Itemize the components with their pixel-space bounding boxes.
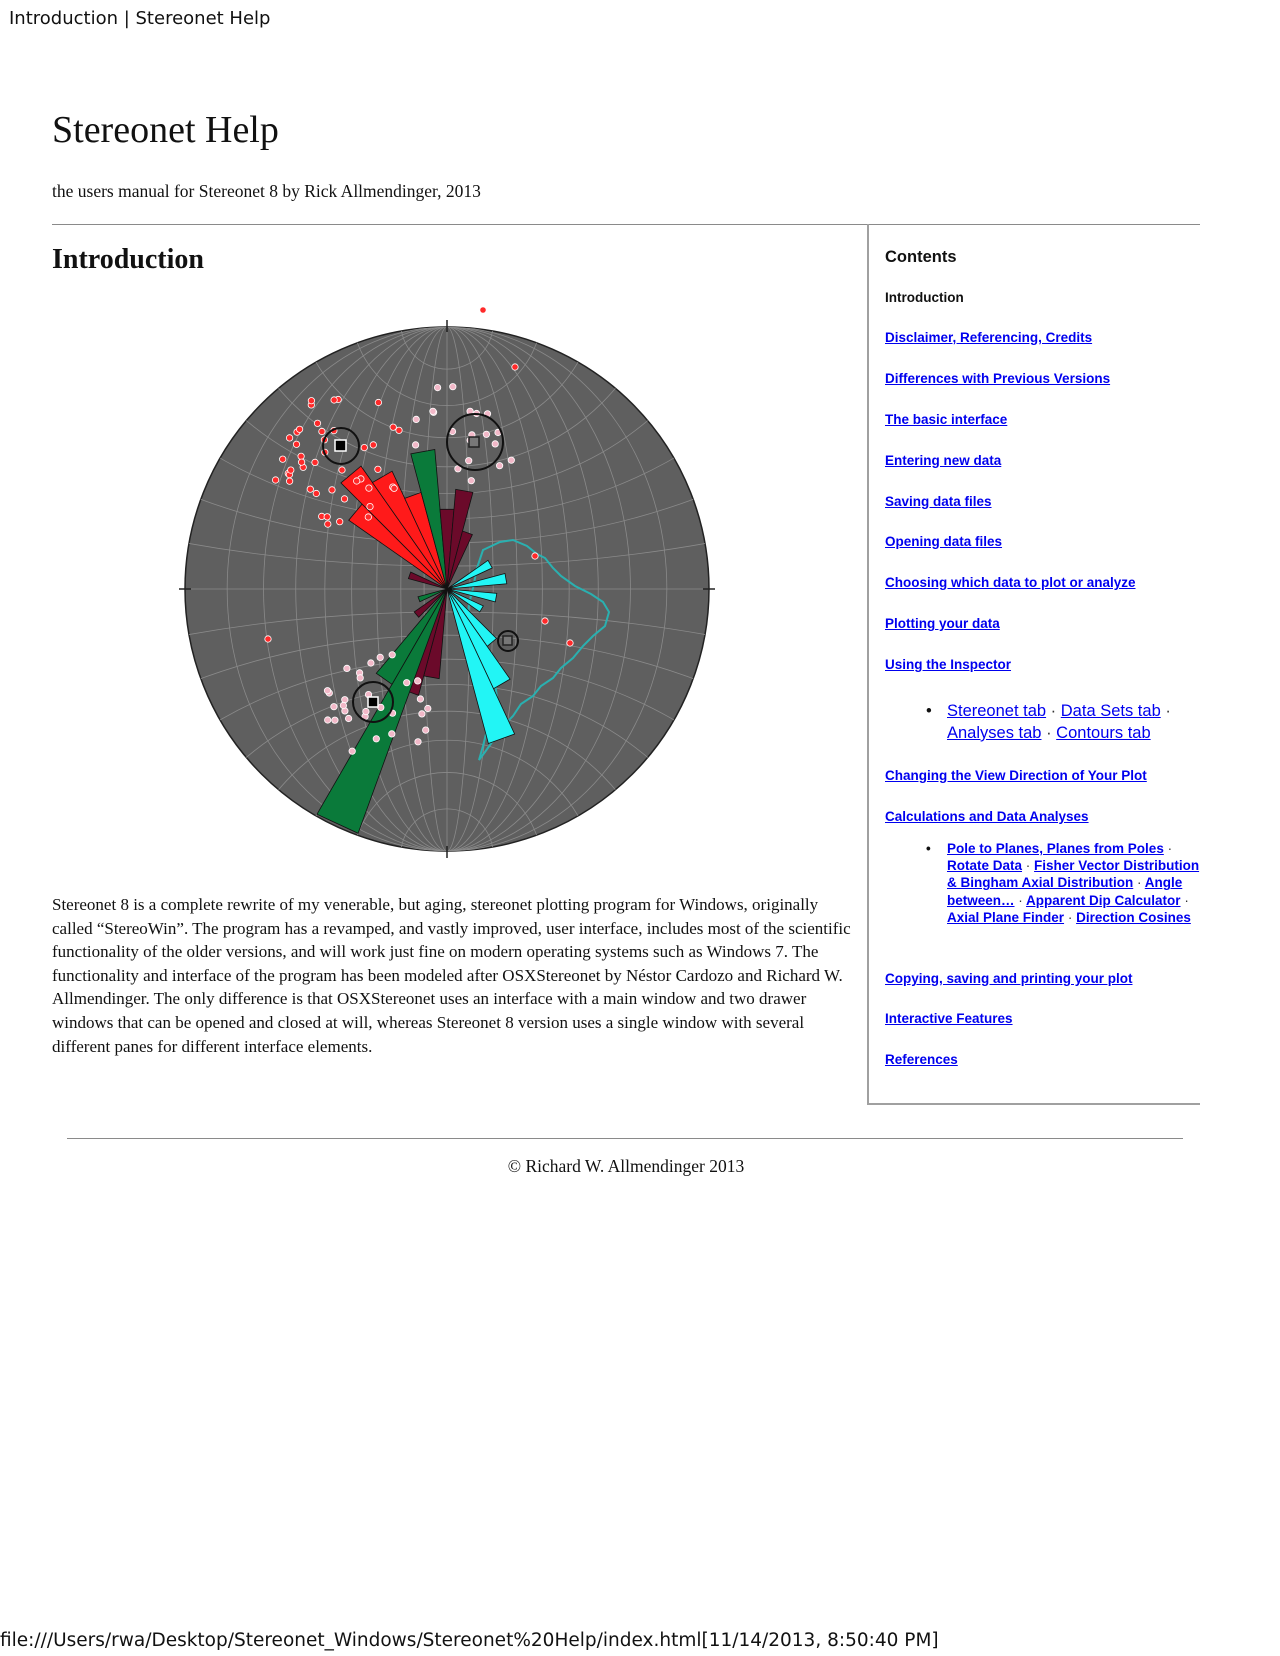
mean-square-pink xyxy=(469,437,479,447)
intro-paragraph: Stereonet 8 is a complete rewrite of my venerable, but aging, stereonet plotting program for Windows, originally called “StereoWin”. The program has a revamped, and vastly improved, user interface, includes most of the scientific functionality of the older versions, and will work just fine on modern operating systems such as Windows 7. The functionality and interface of the program has been modeled after OSXStereonet by Néstor Cardozo and Richard W. Allmendinger. The only difference is that OSXStereonet uses an interface with a main window and two drawer windows that can be opened and closed at will, whereas Stereonet 8 version uses a single window with several different panes for different interface elements. xyxy=(52,895,851,1056)
data-point xyxy=(389,652,395,658)
mean-square-cyan xyxy=(503,636,512,645)
data-point xyxy=(344,665,350,671)
data-point xyxy=(468,478,474,484)
toc-link-references[interactable]: References xyxy=(885,1052,958,1067)
bullet: • xyxy=(926,841,931,856)
data-point xyxy=(354,478,360,484)
toc-link-interactive[interactable]: Interactive Features xyxy=(885,1011,1013,1026)
data-point xyxy=(288,467,294,473)
separator: · xyxy=(1184,892,1189,908)
data-point xyxy=(368,660,374,666)
data-point xyxy=(391,485,397,491)
toc-link-calculations[interactable]: Calculations and Data Analyses xyxy=(885,809,1089,824)
calculations-sublist xyxy=(926,840,1202,926)
data-point xyxy=(363,708,369,714)
data-point xyxy=(415,739,421,745)
link-data-sets-tab[interactable]: Data Sets tab xyxy=(1060,702,1161,720)
link-pole-to-planes[interactable]: Pole to Planes, Planes from Poles xyxy=(947,841,1164,856)
separator: · xyxy=(1167,841,1173,856)
data-point xyxy=(370,442,376,448)
data-point xyxy=(367,503,373,509)
stereonet-figure xyxy=(165,306,729,872)
separator: · xyxy=(1050,702,1057,720)
data-point xyxy=(298,453,304,459)
toc-link-differences[interactable]: Differences with Previous Versions xyxy=(885,371,1111,386)
data-point xyxy=(396,427,402,433)
data-point xyxy=(425,705,431,711)
data-point xyxy=(280,456,286,462)
data-point xyxy=(373,736,379,742)
data-point xyxy=(417,696,423,702)
stereonet-plot xyxy=(165,306,729,872)
data-point xyxy=(375,466,381,472)
data-point xyxy=(377,654,383,660)
data-point xyxy=(450,384,456,390)
data-point xyxy=(313,490,319,496)
data-point xyxy=(325,717,331,723)
data-point xyxy=(325,521,331,527)
data-point xyxy=(308,398,314,404)
data-point xyxy=(423,727,429,733)
contents-sidebar xyxy=(867,224,1200,1105)
data-point xyxy=(532,553,538,559)
data-point xyxy=(567,640,573,646)
data-point xyxy=(339,467,345,473)
data-point xyxy=(419,711,425,717)
separator: · xyxy=(1046,724,1052,742)
data-point xyxy=(324,514,330,520)
data-point xyxy=(412,442,418,448)
data-point xyxy=(390,424,396,430)
separator: · xyxy=(1165,702,1171,720)
data-point xyxy=(483,431,489,437)
toc-link-basic-interface[interactable]: The basic interface xyxy=(885,412,1008,427)
data-point xyxy=(293,441,299,447)
toc-link-inspector[interactable]: Using the Inspector xyxy=(885,657,1012,672)
separator: · xyxy=(1067,909,1073,925)
separator: · xyxy=(1025,858,1031,874)
link-rotate-data[interactable]: Rotate Data xyxy=(947,858,1023,874)
data-point xyxy=(337,519,343,525)
data-point xyxy=(345,715,351,721)
separator: · xyxy=(1018,892,1023,908)
data-point xyxy=(375,399,381,405)
data-point xyxy=(415,678,421,684)
data-point xyxy=(512,364,518,370)
data-point xyxy=(319,428,325,434)
data-point xyxy=(342,697,348,703)
data-point xyxy=(480,307,486,313)
link-stereonet-tab[interactable]: Stereonet tab xyxy=(947,702,1047,720)
list-item xyxy=(926,700,1202,744)
toc-link-disclaimer[interactable]: Disclaimer, Referencing, Credits xyxy=(885,330,1093,345)
data-point xyxy=(265,636,271,642)
contents-title: Contents xyxy=(885,248,957,266)
data-point xyxy=(286,435,292,441)
link-apparent-dip[interactable]: Apparent Dip Calculator xyxy=(1026,892,1181,908)
data-point xyxy=(272,477,278,483)
data-point xyxy=(296,426,302,432)
toc-current-introduction: Introduction xyxy=(885,290,964,305)
site-title: Stereonet Help xyxy=(52,109,279,151)
data-point xyxy=(508,457,514,463)
toc-link-copying[interactable]: Copying, saving and printing your plot xyxy=(885,971,1133,986)
data-point xyxy=(286,478,292,484)
data-point xyxy=(357,675,363,681)
link-direction-cosines[interactable]: Direction Cosines xyxy=(1076,909,1191,925)
link-axial-plane[interactable]: Axial Plane Finder xyxy=(947,909,1065,925)
mean-square-red xyxy=(335,440,346,451)
data-point xyxy=(496,463,502,469)
footer-divider xyxy=(67,1138,1183,1139)
page-heading: Introduction xyxy=(52,244,204,275)
data-point xyxy=(466,458,472,464)
data-point xyxy=(361,444,367,450)
list-item xyxy=(926,840,1202,926)
data-point xyxy=(312,459,318,465)
data-point xyxy=(404,680,410,686)
data-point xyxy=(298,459,304,465)
data-point xyxy=(413,416,419,422)
data-point xyxy=(332,717,338,723)
toc-link-entering-data[interactable]: Entering new data xyxy=(885,453,1002,468)
data-point xyxy=(331,704,337,710)
data-point xyxy=(365,514,371,520)
data-point xyxy=(324,688,330,694)
print-footer: file:///Users/rwa/Desktop/Stereonet_Windows/Stereonet%20Help/index.html[11/14/2013, 8:50:40 PM] xyxy=(0,1630,939,1651)
bullet: • xyxy=(926,702,932,720)
data-point xyxy=(341,496,347,502)
link-contours-tab[interactable]: Contours tab xyxy=(1056,724,1151,742)
toc-link-plotting-data[interactable]: Plotting your data xyxy=(885,616,1000,631)
toc-link-saving-files[interactable]: Saving data files xyxy=(885,494,992,509)
data-point xyxy=(434,384,440,390)
toc-link-choosing-data[interactable]: Choosing which data to plot or analyze xyxy=(885,575,1136,590)
data-point xyxy=(430,408,436,414)
data-point xyxy=(389,731,395,737)
data-point xyxy=(349,748,355,754)
toc-link-view-direction[interactable]: Changing the View Direction of Your Plot xyxy=(885,768,1147,783)
site-subtitle: the users manual for Stereonet 8 by Rick Allmendinger, 2013 xyxy=(52,181,481,201)
separator: · xyxy=(1137,875,1142,891)
print-header: Introduction | Stereonet Help xyxy=(9,8,271,29)
data-point xyxy=(366,485,372,491)
data-point xyxy=(542,618,548,624)
mean-square-green xyxy=(368,697,378,707)
data-point xyxy=(492,441,498,447)
data-point xyxy=(340,702,346,708)
link-fisher-bingham[interactable]: Fisher Vector Distribution & Bingham Axial Distribution xyxy=(947,858,1200,891)
link-analyses-tab[interactable]: Analyses tab xyxy=(947,724,1042,742)
data-point xyxy=(329,487,335,493)
data-point xyxy=(314,420,320,426)
toc-link-opening-files[interactable]: Opening data files xyxy=(885,534,1003,549)
link-angle-between[interactable]: Angle between… xyxy=(947,875,1183,908)
copyright: © Richard W. Allmendinger 2013 xyxy=(507,1156,745,1176)
inspector-sublist xyxy=(926,700,1202,744)
data-point xyxy=(331,397,337,403)
data-point xyxy=(307,486,313,492)
